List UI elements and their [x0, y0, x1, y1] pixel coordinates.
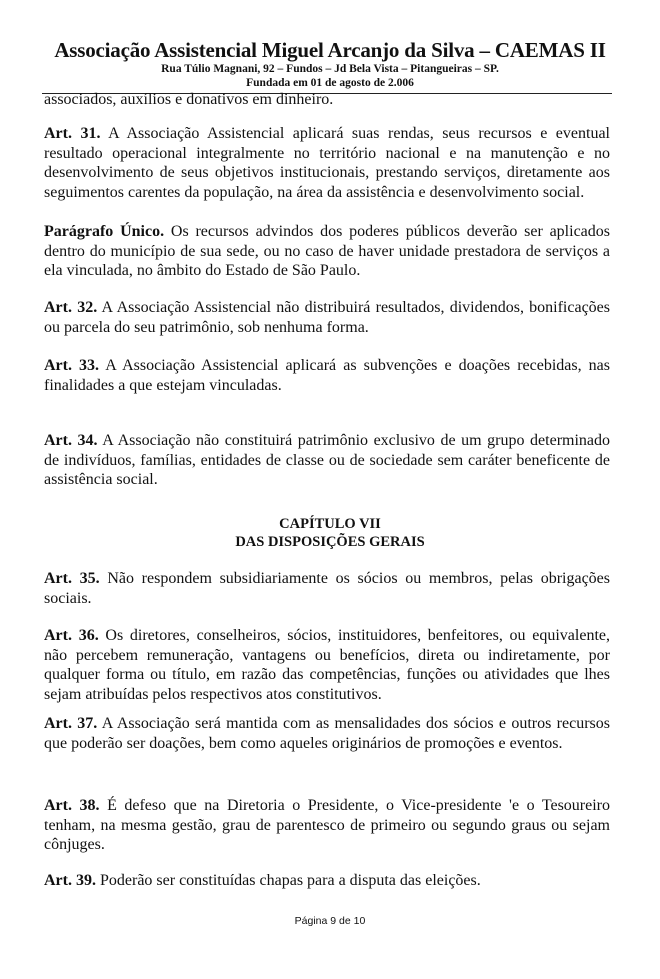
article-label: Art. 34. [44, 432, 98, 449]
article-37 [44, 714, 610, 753]
article-label: Parágrafo Único. [44, 223, 165, 240]
article-36 [44, 626, 610, 704]
article-label: Art. 32. [44, 299, 98, 316]
paragrafo-unico [44, 222, 610, 281]
chapter-title: DAS DISPOSIÇÕES GERAIS [235, 534, 425, 550]
article-text: Os recursos advindos dos poderes públicos deverão ser aplicados dentro do município de sua sede, ou no caso de haver unidade prestadora de serviços a ela vinculada, no âmbito do Estado de São Paulo. [44, 223, 611, 280]
article-text: A Associação não constituirá patrimônio exclusivo de um grupo determinado de indivíduos, famílias, entidades de classe ou de sociedade sem caráter beneficente de assistência social. [44, 432, 611, 489]
article-text: Não respondem subsidiariamente os sócios ou membros, pelas obrigações sociais. [44, 570, 611, 607]
article-text: A Associação será mantida com as mensalidades dos sócios e outros recursos que poderão ser doações, bem como aqueles originários de promoções e eventos. [44, 715, 610, 752]
article-38 [44, 796, 610, 855]
article-label: Art. 31. [44, 125, 101, 142]
article-39 [44, 871, 610, 891]
article-text: Poderão ser constituídas chapas para a disputa das eleições. [95, 872, 481, 889]
article-33 [44, 356, 610, 395]
article-label: Art. 33. [44, 357, 100, 374]
article-label: Art. 39. [44, 872, 96, 889]
article-text: A Associação Assistencial aplicará suas rendas, seus recursos e eventual resultado operacional integralmente no território nacional e na manutenção e no desenvolvimento de seus objetivos institucionais, prestando serviços, diretamente aos seguimentos carentes da população, na área da assistência e desenvolvimento social. [44, 125, 611, 201]
article-text: Os diretores, conselheiros, sócios, instituidores, benfeitores, ou equivalente, não percebem remuneração, vantagens ou benefícios, direta ou indiretamente, por qualquer forma ou título, em razão das competências, funções ou atividades que lhes sejam atribuídas pelos respectivos atos constitutivos. [44, 627, 611, 703]
article-label: Art. 37. [44, 715, 98, 732]
article-text: É defeso que na Diretoria o Presidente, o Vice-presidente 'e o Tesoureiro tenham, na mesma gestão, grau de parentesco de primeiro ou segundo graus ou sejam cônjuges. [44, 797, 611, 854]
chapter-number: CAPÍTULO VII [279, 516, 381, 532]
article-32 [44, 298, 610, 337]
article-text: A Associação Assistencial aplicará as subvenções e doações recebidas, nas finalidades a que estejam vinculadas. [44, 357, 611, 394]
page-number: Página 9 de 10 [294, 915, 366, 927]
article-label: Art. 36. [44, 627, 99, 644]
article-label: Art. 38. [44, 797, 100, 814]
organization-title: Associação Assistencial Miguel Arcanjo da Silva – CAEMAS II [54, 38, 606, 62]
article-label: Art. 35. [44, 570, 100, 587]
continuation-text: associados, auxílios e donativos em dinheiro. [44, 91, 334, 108]
founding-date: Fundada em 01 de agosto de 2.006 [246, 77, 414, 89]
article-31 [44, 124, 610, 202]
organization-address: Rua Túlio Magnani, 92 – Fundos – Jd Bela Vista – Pitangueiras – SP. [161, 63, 499, 75]
article-text: A Associação Assistencial não distribuirá resultados, dividendos, bonificações ou parcela do seu patrimônio, sob nenhuma forma. [44, 299, 611, 336]
article-34 [44, 431, 610, 490]
article-35 [44, 569, 610, 608]
